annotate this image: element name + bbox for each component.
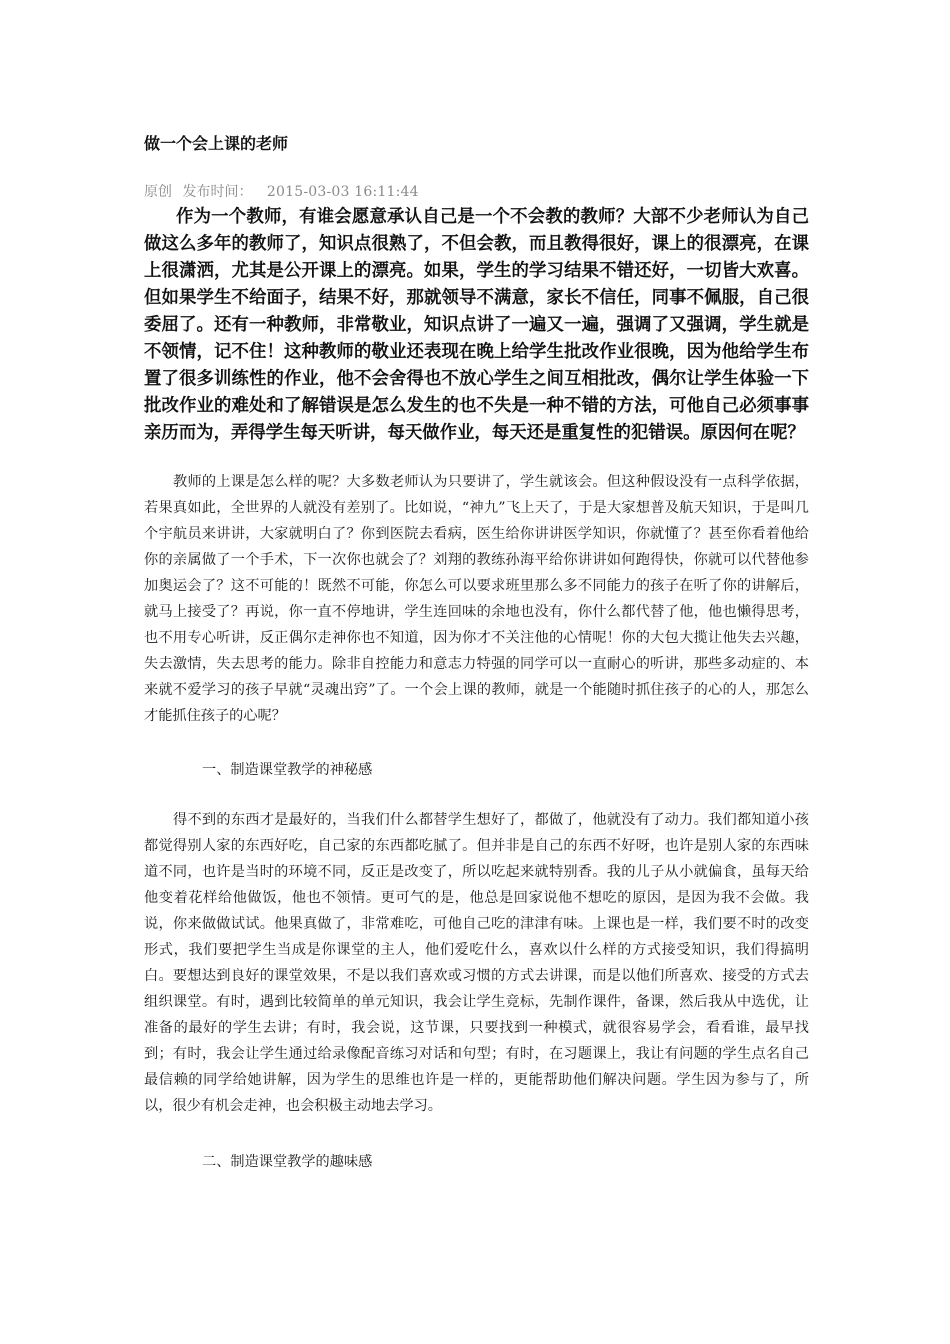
section-heading-2: 二、制造课堂教学的趣味感: [202, 1154, 373, 1170]
body-paragraph-2: 得不到的东西才是最好的，当我们什么都替学生想好了，都做了，他就没有了动力。我们都知道小孩都觉得别人家的东西好吃，自己家的东西都吃腻了。但并非是自己的东西不好呀，也许是别人家的东西味道不同，也许是当时的环境不同，反正是改变了，所以吃起来就特别香。我的儿子从小就偏食，虽每天给他变着花样给他做饭，他也不领情。更可气的是，他总是回家说他不想吃的原因，是因为我不会做。我说，你来做做试试。他果真做了，非常难吃，可他自己吃的津津有味。上课也是一样，我们要不时的改变形式，我们要把学生当成是你课堂的主人，他们爱吃什么，喜欢以什么样的方式接受知识，我们得搞明白。要想达到良好的课堂效果，不是以我们喜欢或习惯的方式去讲课，而是以他们所喜欢、接受的方式去组织课堂。有时，遇到比较简单的单元知识，我会让学生竞标，先制作课件，备课，然后我从中选优，让准备的最好的学生去讲；有时，我会说，这节课，只要找到一种模式，就很容易学会，看看谁，最早找到；有时，我会让学生通过给录像配音练习对话和句型；有时，在习题课上，我让有问题的学生点名自己最信赖的同学给她讲解，因为学生的思维也许是一样的，更能帮助他们解决问题。学生因为参与了，所以，很少有机会走神，也会积极主动地去学习。: [144, 812, 809, 1114]
lead-paragraph: 作为一个教师，有谁会愿意承认自己是一个不会教的教师？大部不少老师认为自己做这么多年的教师了，知识点很熟了，不但会教，而且教得很好，课上的很漂亮，在课上很潇洒，尤其是公开课上的漂亮。如果，学生的学习结果不错还好，一切皆大欢喜。但如果学生不给面子，结果不好，那就领导不满意，家长不信任，同事不佩服，自己很委屈了。还有一种教师，非常敬业，知识点讲了一遍又一遍，强调了又强调，学生就是不领情，记不住！这种教师的敬业还表现在晚上给学生批改作业很晚，因为他给学生布置了很多训练性的作业，他不会舍得也不放心学生之间互相批改，偶尔让学生体验一下批改作业的难处和了解错误是怎么发生的也不失是一种不错的方法，可他自己必须事事亲历而为，弄得学生每天听讲，每天做作业，每天还是重复性的犯错误。原因何在呢？: [144, 207, 809, 443]
publish-time-value: 2015-03-03 16:11:44: [266, 184, 419, 200]
article-title: 做一个会上课的老师: [144, 134, 289, 153]
article: [144, 132, 809, 1175]
section-heading-1: 一、制造课堂教学的神秘感: [202, 762, 373, 778]
publish-time-label: 发布时间：: [182, 184, 253, 200]
source-tag: 原创: [144, 184, 172, 200]
article-meta: [144, 182, 809, 202]
body-paragraph-1: 教师的上课是怎么样的呢？大多数老师认为只要讲了，学生就该会。但这种假设没有一点科学依据，若果真如此，全世界的人就没有差别了。比如说，“神九”飞上天了，于是大家想普及航天知识，于是叫几个宇航员来讲讲，大家就明白了？你到医院去看病，医生给你讲讲医学知识，你就懂了？甚至你看着他给你的亲属做了一个手术，下一次你也就会了？刘翔的教练孙海平给你讲讲如何跑得快，你就可以代替他参加奥运会了？这不可能的！既然不可能，你怎么可以要求班里那么多不同能力的孩子在听了你的讲解后，就马上接受了？再说，你一直不停地讲，学生连回味的余地也没有，你什么都代替了他，他也懒得思考，也不用专心听讲，反正偶尔走神你也不知道，因为你才不关注他的心情呢！你的大包大揽让他失去兴趣，失去激情，失去思考的能力。除非自控能力和意志力特强的同学可以一直耐心的听讲，那些多动症的、本来就不爱学习的孩子早就“灵魂出窍”了。一个会上课的教师，就是一个能随时抓住孩子的心的人，那怎么才能抓住孩子的心呢？: [144, 474, 809, 724]
